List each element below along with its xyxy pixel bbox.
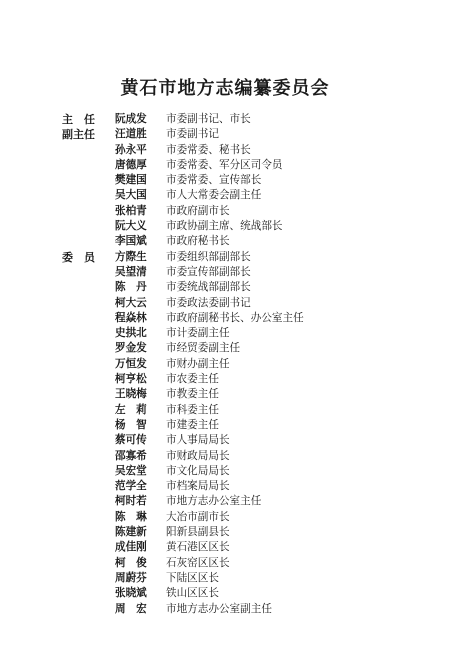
member-post: 市委常委、宣传部长 [166,174,262,187]
member-name: 方際生 [115,250,147,263]
member-post: 市委常委、秘书长 [166,143,251,156]
member-row [62,280,422,295]
member-post: 市人大常委会副主任 [166,189,262,202]
member-post: 大冶市副市长 [166,510,230,523]
member-name: 柯亨松 [115,373,147,386]
member-post: 市经贸委副主任 [166,342,241,355]
member-post: 下陆区区长 [166,571,219,584]
member-row [62,571,422,586]
member-row [62,326,422,341]
member-post: 市委副书记、市长 [166,113,251,125]
member-row [62,540,422,555]
member-name: 柯时若 [115,495,147,508]
member-post: 市委政法委副书记 [166,296,251,309]
member-row [62,387,422,402]
member-row [62,357,422,372]
member-post: 市财政局局长 [166,449,230,462]
member-post: 市建委主任 [166,418,219,431]
member-row [62,219,422,234]
member-post: 市委宣传部副部长 [166,265,251,278]
member-role: 委 员 [62,250,95,264]
member-post: 市政协副主席、统战部长 [166,220,283,233]
member-name: 张晓斌 [115,587,147,600]
member-post: 市计委副主任 [166,327,230,340]
member-row [62,188,422,203]
member-post: 市农委主任 [166,373,219,386]
member-post: 铁山区区长 [166,587,219,600]
member-name: 柯 俊 [115,556,147,569]
member-row [62,204,422,219]
page-title: 黄石市地方志编纂委员会 [120,78,330,99]
member-name: 程焱林 [115,311,147,324]
member-post: 市教委主任 [166,388,219,401]
member-name: 罗金发 [115,342,147,355]
member-name: 吴大国 [115,189,147,202]
member-row [62,158,422,173]
member-post: 阳新县副县长 [166,526,230,539]
member-post: 市地方志办公室副主任 [166,602,272,615]
member-row [62,433,422,448]
member-row [62,418,422,433]
member-row [62,341,422,356]
member-row [62,234,422,249]
member-row [62,464,422,479]
member-name: 陈建新 [115,526,147,539]
member-name: 周蔚芬 [115,571,147,584]
member-name: 李国斌 [115,235,147,248]
member-name: 左 莉 [115,403,147,416]
member-post: 市文化局局长 [166,464,230,477]
member-name: 蔡可传 [115,434,147,447]
member-row [62,403,422,418]
member-name: 孙永平 [115,143,147,156]
member-post: 市财办副主任 [166,357,230,370]
member-role: 主 任 [62,113,95,126]
member-name: 樊建国 [115,174,147,187]
member-post: 石灰窑区区长 [166,556,230,569]
member-post: 市科委主任 [166,403,219,416]
member-row [62,311,422,326]
member-post: 市委统战部副部长 [166,281,251,294]
member-post: 黄石港区区长 [166,541,230,554]
member-row [62,556,422,571]
member-row [62,250,422,265]
member-row [62,586,422,601]
member-row [62,494,422,509]
member-post: 市地方志办公室主任 [166,495,262,508]
member-name: 范学全 [115,480,147,493]
member-name: 万恒发 [115,357,147,370]
member-post: 市政府副秘书长、办公室主任 [166,311,304,324]
member-row [62,127,422,142]
member-row [62,449,422,464]
member-row [62,479,422,494]
member-name: 柯大云 [115,296,147,309]
member-row [62,525,422,540]
member-post: 市委副书记 [166,128,219,141]
member-name: 陈 丹 [115,281,147,294]
member-name: 邵寡希 [115,449,147,462]
member-name: 阮成发 [115,113,147,125]
member-post: 市委常委、军分区司令员 [166,158,283,171]
member-name: 陈 琳 [115,510,147,523]
member-post: 市委组织部副部长 [166,250,251,263]
member-row [62,173,422,188]
member-row [62,143,422,158]
member-row [62,265,422,280]
committee-member-list [62,112,422,617]
member-name: 吴望清 [115,265,147,278]
member-row [62,296,422,311]
member-row [62,112,422,127]
member-name: 吴宏堂 [115,464,147,477]
member-post: 市档案局局长 [166,480,230,493]
member-name: 阮大义 [115,220,147,233]
member-row [62,602,422,617]
member-name: 成佳刚 [115,541,147,554]
member-row [62,510,422,525]
member-post: 市政府副市长 [166,204,230,217]
member-name: 杨 智 [115,418,147,431]
member-name: 张柏青 [115,204,147,217]
member-name: 史拱北 [115,327,147,340]
member-role: 副主任 [62,128,95,142]
member-post: 市政府秘书长 [166,235,230,248]
member-post: 市人事局局长 [166,434,230,447]
member-row [62,372,422,387]
member-name: 汪道胜 [115,128,147,141]
member-name: 周 宏 [115,602,147,615]
member-name: 唐德厚 [115,158,147,171]
member-name: 王晓梅 [115,388,147,401]
